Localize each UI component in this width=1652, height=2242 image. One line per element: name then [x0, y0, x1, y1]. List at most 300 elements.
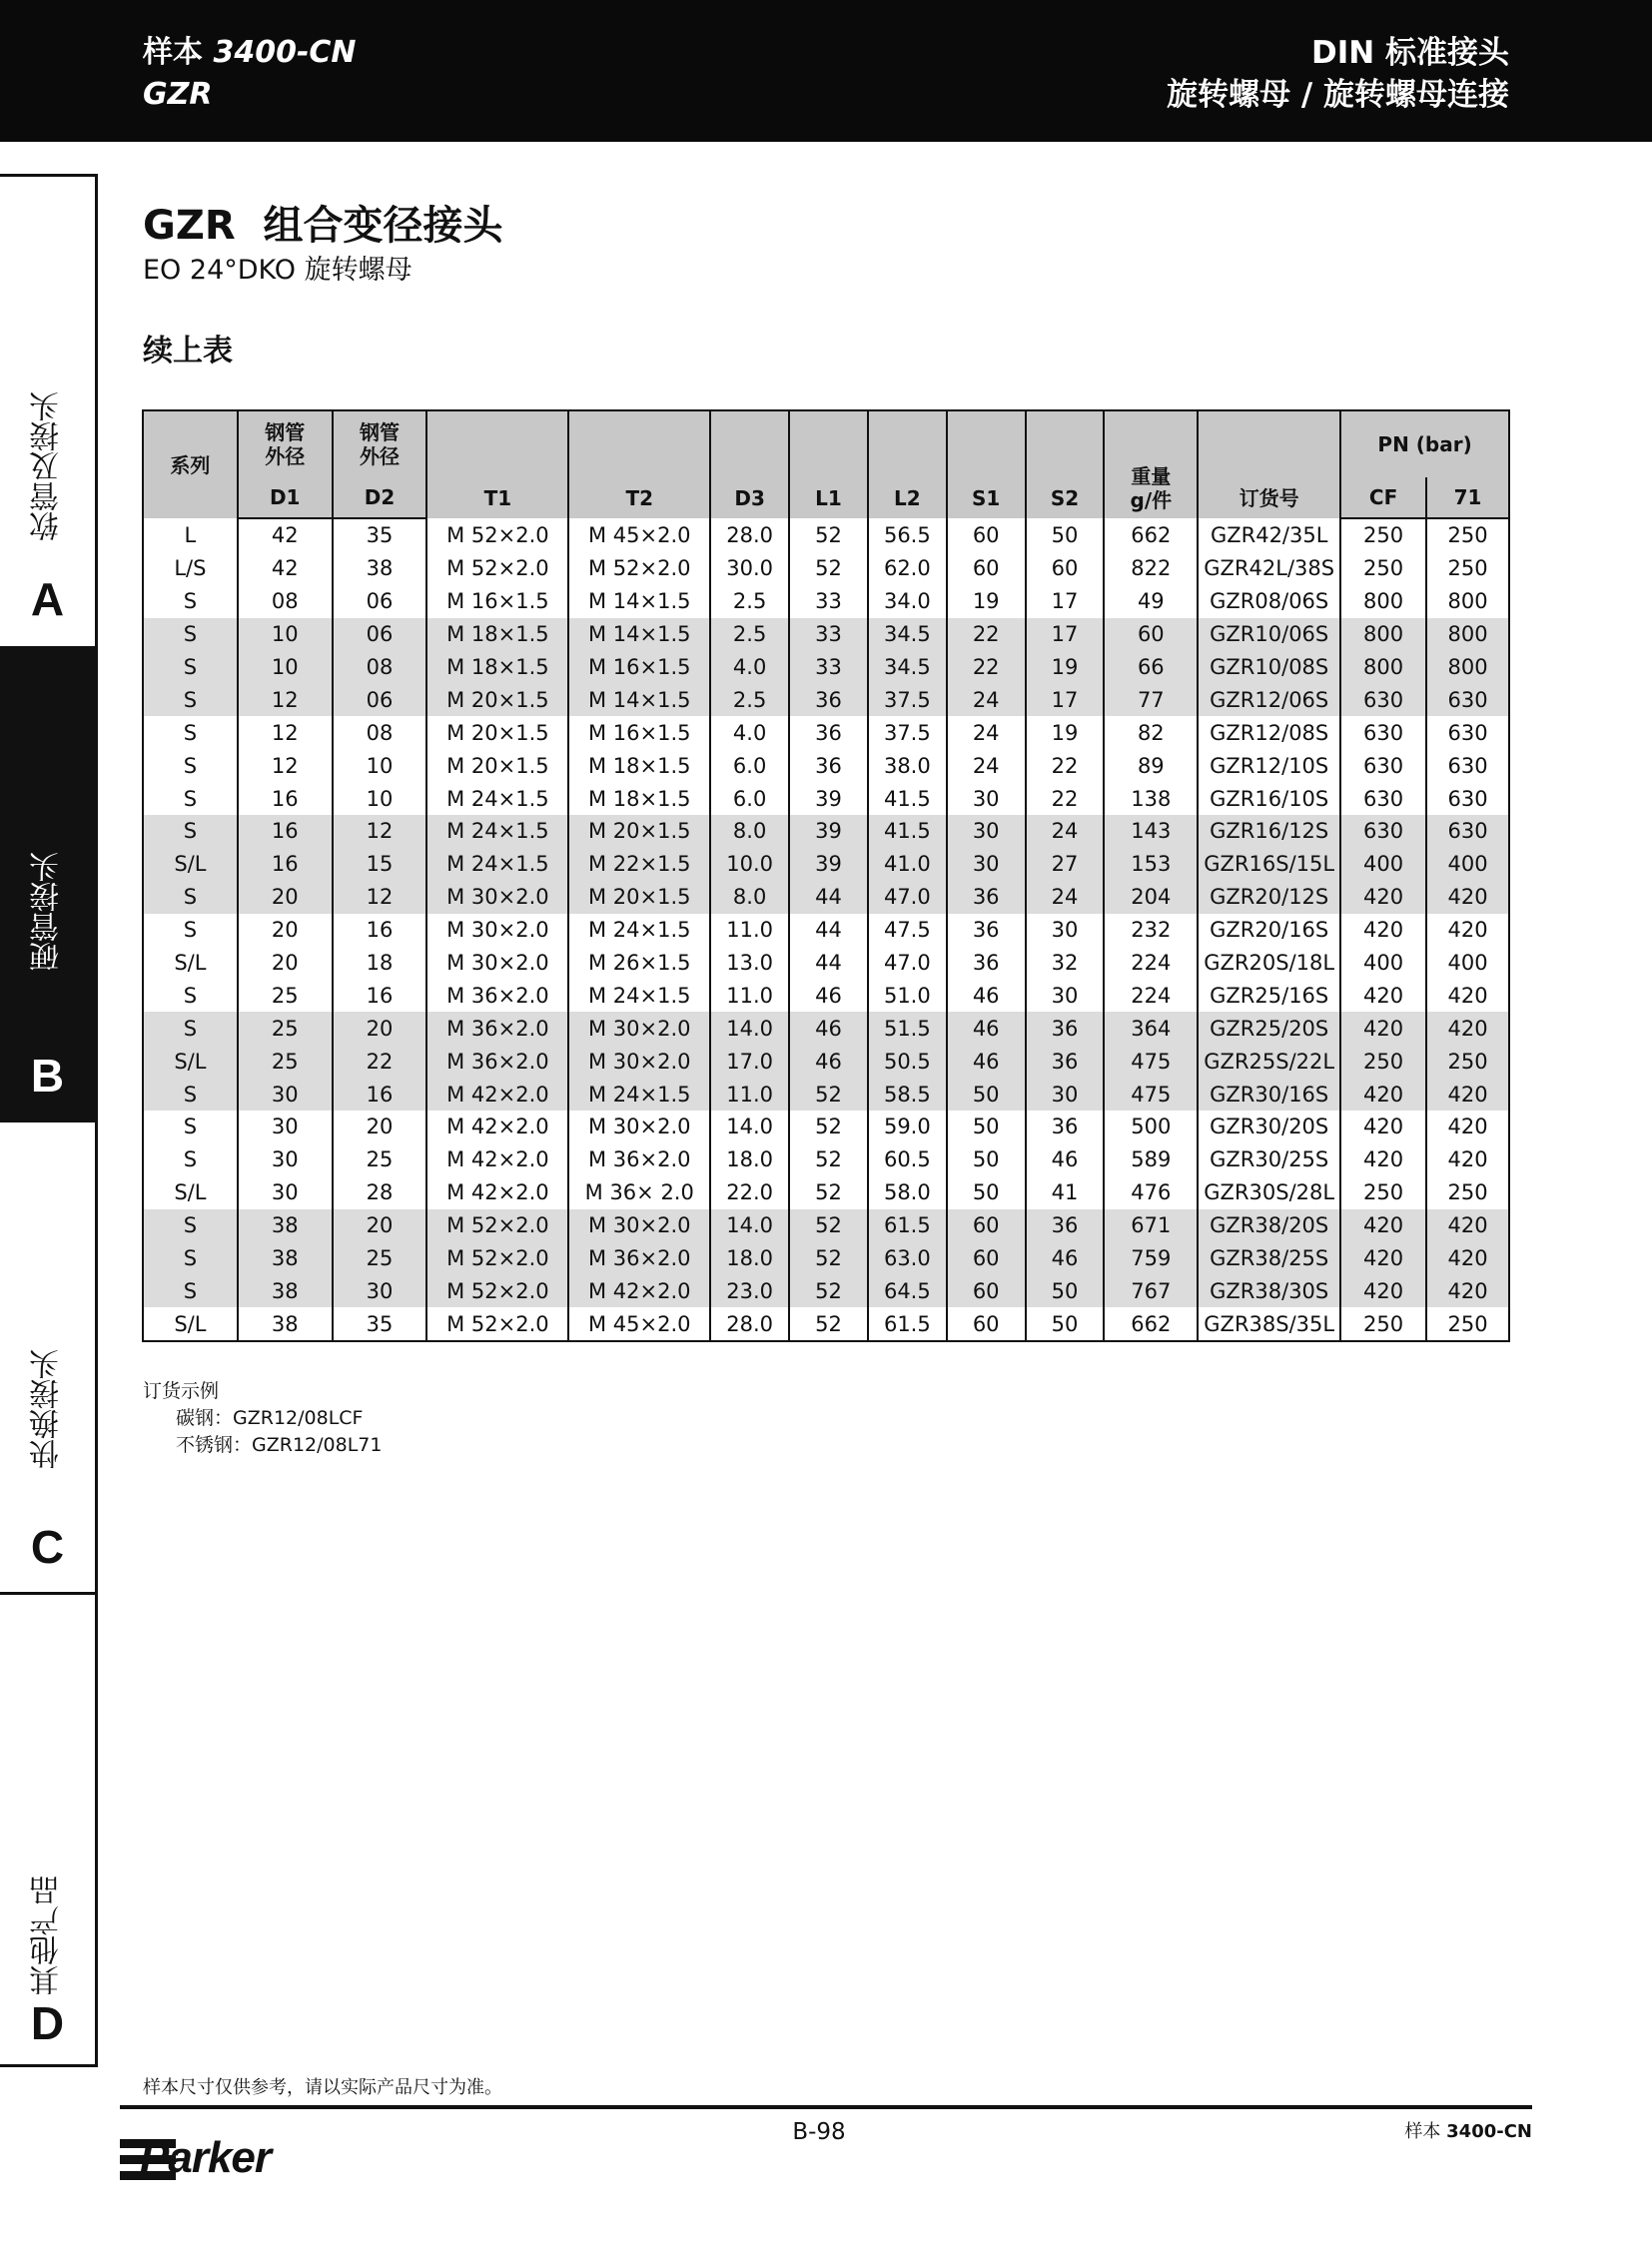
cell-d3: 8.0 — [710, 881, 789, 914]
cell-d3: 14.0 — [710, 1012, 789, 1045]
cell-l1: 36 — [789, 749, 868, 782]
cell-s2: 46 — [1026, 1242, 1105, 1275]
cell-s2: 36 — [1026, 1045, 1105, 1078]
cell-series: S — [143, 749, 238, 782]
cell-order-no: GZR30/16S — [1198, 1078, 1340, 1111]
cell-t2: M 30×2.0 — [568, 1111, 710, 1143]
cell-d1: 30 — [238, 1078, 333, 1111]
table-row — [143, 1012, 1509, 1045]
table-row — [143, 1242, 1509, 1275]
cell-t2: M 42×2.0 — [568, 1274, 710, 1307]
cell-d3: 6.0 — [710, 749, 789, 782]
cell-t1: M 20×1.5 — [426, 749, 568, 782]
cell-pn-cf: 420 — [1340, 1012, 1426, 1045]
cell-series: S — [143, 782, 238, 815]
table-row — [143, 1307, 1509, 1341]
cell-d1: 38 — [238, 1209, 333, 1242]
cell-l1: 36 — [789, 716, 868, 749]
cell-pn-71: 420 — [1426, 1209, 1509, 1242]
tab-quick-couplings[interactable] — [0, 1122, 95, 1595]
cell-d3: 8.0 — [710, 815, 789, 848]
cell-d2: 28 — [333, 1176, 427, 1209]
cell-t1: M 52×2.0 — [426, 552, 568, 585]
cell-t2: M 16×1.5 — [568, 716, 710, 749]
cell-t1: M 30×2.0 — [426, 947, 568, 980]
cell-d1: 20 — [238, 881, 333, 914]
weight-label: 重量 — [1131, 464, 1172, 488]
cell-weight: 143 — [1104, 815, 1198, 848]
cell-s2: 22 — [1026, 749, 1105, 782]
cell-order-no: GZR12/08S — [1198, 716, 1340, 749]
cell-l2: 37.5 — [868, 683, 947, 716]
cell-series: S/L — [143, 1176, 238, 1209]
col-pn-cf: CF — [1340, 477, 1426, 518]
cell-order-no: GZR10/06S — [1198, 618, 1340, 651]
catalog-header — [143, 32, 357, 116]
header-bar — [0, 0, 1652, 142]
cell-t1: M 20×1.5 — [426, 683, 568, 716]
cell-pn-71: 800 — [1426, 585, 1509, 618]
cell-s2: 50 — [1026, 518, 1105, 552]
cell-t1: M 16×1.5 — [426, 585, 568, 618]
cell-order-no: GZR20S/18L — [1198, 947, 1340, 980]
cell-series: S — [143, 881, 238, 914]
cell-d3: 11.0 — [710, 914, 789, 947]
cell-order-no: GZR12/06S — [1198, 683, 1340, 716]
cell-pn-71: 420 — [1426, 1111, 1509, 1143]
table-row — [143, 1209, 1509, 1242]
cell-l2: 34.5 — [868, 651, 947, 684]
cell-l1: 33 — [789, 585, 868, 618]
cell-pn-cf: 400 — [1340, 947, 1426, 980]
cell-series: S/L — [143, 947, 238, 980]
cell-t2: M 30×2.0 — [568, 1012, 710, 1045]
cell-pn-cf: 250 — [1340, 1045, 1426, 1078]
cell-order-no: GZR30/25S — [1198, 1143, 1340, 1176]
cell-l1: 52 — [789, 518, 868, 552]
cell-s1: 60 — [947, 1209, 1026, 1242]
cell-t1: M 52×2.0 — [426, 1242, 568, 1275]
cell-pn-71: 400 — [1426, 947, 1509, 980]
table-row — [143, 848, 1509, 881]
cell-t2: M 36× 2.0 — [568, 1176, 710, 1209]
table-row — [143, 1078, 1509, 1111]
cell-s2: 60 — [1026, 552, 1105, 585]
cell-t2: M 14×1.5 — [568, 683, 710, 716]
cell-l2: 59.0 — [868, 1111, 947, 1143]
cell-l2: 38.0 — [868, 749, 947, 782]
cell-s2: 24 — [1026, 815, 1105, 848]
col-steel-od-2 — [333, 410, 427, 477]
cell-s2: 22 — [1026, 782, 1105, 815]
cell-d3: 11.0 — [710, 979, 789, 1012]
cell-d2: 35 — [333, 1307, 427, 1341]
cell-t1: M 36×2.0 — [426, 1045, 568, 1078]
cell-pn-cf: 630 — [1340, 782, 1426, 815]
cell-series: S — [143, 618, 238, 651]
cell-s2: 17 — [1026, 585, 1105, 618]
cell-d1: 20 — [238, 914, 333, 947]
cell-t2: M 14×1.5 — [568, 585, 710, 618]
cell-t2: M 20×1.5 — [568, 881, 710, 914]
cell-s2: 24 — [1026, 881, 1105, 914]
order-example-stainless: 不锈钢：GZR12/08L71 — [176, 1434, 383, 1456]
cell-d3: 17.0 — [710, 1045, 789, 1078]
col-s2: S2 — [1026, 410, 1105, 518]
cell-d1: 16 — [238, 848, 333, 881]
cell-series: S — [143, 1274, 238, 1307]
cell-d3: 4.0 — [710, 716, 789, 749]
cell-l1: 44 — [789, 881, 868, 914]
tab-label: 软管及接头 — [30, 391, 65, 541]
cell-series: S — [143, 979, 238, 1012]
parker-logo — [120, 2125, 312, 2195]
cell-t1: M 24×1.5 — [426, 815, 568, 848]
cell-d2: 12 — [333, 815, 427, 848]
cell-pn-71: 630 — [1426, 749, 1509, 782]
cell-l2: 34.0 — [868, 585, 947, 618]
cell-l1: 44 — [789, 947, 868, 980]
cell-pn-cf: 420 — [1340, 1111, 1426, 1143]
cell-s2: 50 — [1026, 1307, 1105, 1341]
order-example-carbon: 碳钢：GZR12/08LCF — [176, 1407, 364, 1429]
cell-l2: 58.0 — [868, 1176, 947, 1209]
cell-weight: 89 — [1104, 749, 1198, 782]
cell-pn-71: 630 — [1426, 782, 1509, 815]
cell-s1: 46 — [947, 1045, 1026, 1078]
section-title: DIN 标准接头 — [1310, 35, 1509, 71]
catalog-code: 3400-CN — [213, 35, 357, 70]
cell-pn-71: 420 — [1426, 1242, 1509, 1275]
tab-hoses[interactable] — [0, 177, 95, 649]
cell-d1: 10 — [238, 651, 333, 684]
cell-pn-71: 800 — [1426, 651, 1509, 684]
tab-label: 硬管接头 — [30, 852, 65, 972]
cell-s2: 36 — [1026, 1012, 1105, 1045]
cell-d2: 06 — [333, 618, 427, 651]
cell-d2: 10 — [333, 782, 427, 815]
catalog-line — [143, 32, 357, 74]
cell-pn-cf: 250 — [1340, 552, 1426, 585]
cell-l2: 47.0 — [868, 881, 947, 914]
tab-letter: D — [30, 1997, 65, 2049]
cell-d2: 25 — [333, 1143, 427, 1176]
cell-s1: 46 — [947, 979, 1026, 1012]
table-row — [143, 518, 1509, 552]
cell-pn-71: 630 — [1426, 683, 1509, 716]
cell-series: S — [143, 914, 238, 947]
spec-table-body — [143, 518, 1509, 1341]
cell-order-no: GZR25/16S — [1198, 979, 1340, 1012]
cell-pn-cf: 250 — [1340, 518, 1426, 552]
cell-l1: 46 — [789, 979, 868, 1012]
cell-weight: 671 — [1104, 1209, 1198, 1242]
cell-order-no: GZR16/12S — [1198, 815, 1340, 848]
cell-s2: 46 — [1026, 1143, 1105, 1176]
cell-order-no: GZR10/08S — [1198, 651, 1340, 684]
table-row — [143, 683, 1509, 716]
cell-l2: 64.5 — [868, 1274, 947, 1307]
cell-d3: 4.0 — [710, 651, 789, 684]
cell-pn-71: 250 — [1426, 552, 1509, 585]
cell-l1: 52 — [789, 552, 868, 585]
cell-d1: 38 — [238, 1274, 333, 1307]
cell-l1: 39 — [789, 815, 868, 848]
cell-d2: 12 — [333, 881, 427, 914]
cell-weight: 224 — [1104, 979, 1198, 1012]
table-row — [143, 585, 1509, 618]
cell-l1: 36 — [789, 683, 868, 716]
cell-s2: 30 — [1026, 979, 1105, 1012]
tab-tube-fittings[interactable] — [0, 649, 95, 1122]
section-header — [1167, 32, 1509, 116]
cell-s2: 19 — [1026, 716, 1105, 749]
cell-t1: M 30×2.0 — [426, 914, 568, 947]
cell-d1: 30 — [238, 1176, 333, 1209]
cell-s1: 30 — [947, 815, 1026, 848]
cell-weight: 475 — [1104, 1045, 1198, 1078]
cell-pn-cf: 420 — [1340, 1078, 1426, 1111]
cell-l1: 33 — [789, 651, 868, 684]
footer-catalog-prefix: 样本 — [1404, 2121, 1441, 2142]
header-text: 钢管外径 — [265, 420, 306, 468]
tab-label: 其他产品 — [30, 1875, 65, 1995]
cell-d2: 22 — [333, 1045, 427, 1078]
cell-d1: 38 — [238, 1242, 333, 1275]
cell-t2: M 20×1.5 — [568, 815, 710, 848]
table-row — [143, 979, 1509, 1012]
cell-pn-71: 420 — [1426, 881, 1509, 914]
cell-l1: 52 — [789, 1143, 868, 1176]
cell-order-no: GZR30S/28L — [1198, 1176, 1340, 1209]
cell-l2: 47.5 — [868, 914, 947, 947]
col-l1: L1 — [789, 410, 868, 518]
cell-weight: 364 — [1104, 1012, 1198, 1045]
cell-s2: 30 — [1026, 914, 1105, 947]
cell-d3: 10.0 — [710, 848, 789, 881]
cell-order-no: GZR16S/15L — [1198, 848, 1340, 881]
cell-pn-71: 800 — [1426, 618, 1509, 651]
page-number: B-98 — [792, 2119, 846, 2145]
cell-order-no: GZR12/10S — [1198, 749, 1340, 782]
footer-divider — [120, 2105, 1532, 2109]
cell-t2: M 36×2.0 — [568, 1143, 710, 1176]
cell-series: S — [143, 815, 238, 848]
cell-pn-71: 250 — [1426, 1045, 1509, 1078]
cell-pn-cf: 400 — [1340, 848, 1426, 881]
cell-l1: 52 — [789, 1209, 868, 1242]
tab-letter: B — [30, 1050, 65, 1102]
cell-d1: 20 — [238, 947, 333, 980]
col-series: 系列 — [143, 410, 238, 518]
cell-t1: M 30×2.0 — [426, 881, 568, 914]
cell-l2: 41.5 — [868, 815, 947, 848]
logo-wordmark: Parker — [140, 2133, 272, 2182]
cell-pn-71: 420 — [1426, 1143, 1509, 1176]
cell-s2: 27 — [1026, 848, 1105, 881]
cell-d2: 06 — [333, 585, 427, 618]
col-steel-od-1 — [238, 410, 333, 477]
cell-t1: M 36×2.0 — [426, 979, 568, 1012]
cell-d3: 18.0 — [710, 1242, 789, 1275]
cell-t2: M 22×1.5 — [568, 848, 710, 881]
cell-t2: M 16×1.5 — [568, 651, 710, 684]
cell-t1: M 18×1.5 — [426, 651, 568, 684]
cell-s1: 30 — [947, 782, 1026, 815]
cell-pn-cf: 630 — [1340, 683, 1426, 716]
cell-s1: 24 — [947, 683, 1026, 716]
cell-s2: 19 — [1026, 651, 1105, 684]
cell-d3: 2.5 — [710, 585, 789, 618]
cell-d2: 16 — [333, 1078, 427, 1111]
cell-d3: 14.0 — [710, 1209, 789, 1242]
cell-d1: 30 — [238, 1143, 333, 1176]
cell-s1: 36 — [947, 914, 1026, 947]
cell-l2: 37.5 — [868, 716, 947, 749]
cell-weight: 662 — [1104, 518, 1198, 552]
cell-pn-71: 420 — [1426, 1078, 1509, 1111]
cell-pn-cf: 250 — [1340, 1307, 1426, 1341]
cell-weight: 60 — [1104, 618, 1198, 651]
cell-d2: 16 — [333, 914, 427, 947]
cell-l1: 52 — [789, 1111, 868, 1143]
cell-d3: 22.0 — [710, 1176, 789, 1209]
cell-s1: 36 — [947, 881, 1026, 914]
table-row — [143, 914, 1509, 947]
cell-l1: 52 — [789, 1176, 868, 1209]
cell-weight: 475 — [1104, 1078, 1198, 1111]
cell-series: S — [143, 683, 238, 716]
cell-d3: 28.0 — [710, 1307, 789, 1341]
col-pn-71: 71 — [1426, 477, 1509, 518]
cell-series: S — [143, 1078, 238, 1111]
cell-pn-cf: 420 — [1340, 914, 1426, 947]
col-t1: T1 — [426, 410, 568, 518]
cell-weight: 662 — [1104, 1307, 1198, 1341]
table-row — [143, 782, 1509, 815]
cell-l1: 52 — [789, 1274, 868, 1307]
cell-t2: M 30×2.0 — [568, 1209, 710, 1242]
cell-series: S — [143, 651, 238, 684]
cell-pn-71: 400 — [1426, 848, 1509, 881]
table-row — [143, 1045, 1509, 1078]
cell-d3: 2.5 — [710, 618, 789, 651]
cell-l2: 60.5 — [868, 1143, 947, 1176]
cell-weight: 232 — [1104, 914, 1198, 947]
cell-series: S/L — [143, 1045, 238, 1078]
cell-d1: 12 — [238, 749, 333, 782]
col-d1: D1 — [238, 477, 333, 518]
cell-pn-71: 250 — [1426, 1176, 1509, 1209]
cell-series: S — [143, 1209, 238, 1242]
cell-series: L/S — [143, 552, 238, 585]
cell-d1: 10 — [238, 618, 333, 651]
cell-t1: M 42×2.0 — [426, 1078, 568, 1111]
table-row — [143, 749, 1509, 782]
cell-s2: 41 — [1026, 1176, 1105, 1209]
table-row — [143, 1111, 1509, 1143]
cell-d1: 16 — [238, 782, 333, 815]
cell-order-no: GZR42L/38S — [1198, 552, 1340, 585]
cell-s2: 50 — [1026, 1274, 1105, 1307]
table-row — [143, 1274, 1509, 1307]
cell-d1: 12 — [238, 683, 333, 716]
cell-d3: 13.0 — [710, 947, 789, 980]
cell-d2: 30 — [333, 1274, 427, 1307]
cell-weight: 66 — [1104, 651, 1198, 684]
cell-l1: 39 — [789, 848, 868, 881]
cell-d3: 14.0 — [710, 1111, 789, 1143]
col-l2: L2 — [868, 410, 947, 518]
table-row — [143, 947, 1509, 980]
col-d2: D2 — [333, 477, 427, 518]
cell-weight: 138 — [1104, 782, 1198, 815]
col-t2: T2 — [568, 410, 710, 518]
footer-catalog — [1404, 2117, 1532, 2143]
cell-weight: 204 — [1104, 881, 1198, 914]
cell-order-no: GZR42/35L — [1198, 518, 1340, 552]
cell-d1: 08 — [238, 585, 333, 618]
cell-t1: M 18×1.5 — [426, 618, 568, 651]
cell-pn-cf: 630 — [1340, 716, 1426, 749]
cell-d2: 38 — [333, 552, 427, 585]
cell-d1: 12 — [238, 716, 333, 749]
cell-d2: 06 — [333, 683, 427, 716]
cell-pn-cf: 420 — [1340, 979, 1426, 1012]
cell-weight: 82 — [1104, 716, 1198, 749]
cell-s2: 17 — [1026, 683, 1105, 716]
cell-l2: 51.0 — [868, 979, 947, 1012]
cell-weight: 153 — [1104, 848, 1198, 881]
cell-l1: 52 — [789, 1078, 868, 1111]
cell-t2: M 24×1.5 — [568, 914, 710, 947]
cell-t2: M 14×1.5 — [568, 618, 710, 651]
cell-order-no: GZR30/20S — [1198, 1111, 1340, 1143]
cell-s1: 50 — [947, 1078, 1026, 1111]
col-weight — [1104, 410, 1198, 518]
table-row — [143, 1176, 1509, 1209]
cell-pn-cf: 800 — [1340, 651, 1426, 684]
cell-weight: 500 — [1104, 1111, 1198, 1143]
cell-t1: M 24×1.5 — [426, 848, 568, 881]
tab-letter: C — [30, 1521, 65, 1573]
tab-label: 快换接头 — [30, 1349, 65, 1469]
cell-order-no: GZR20/16S — [1198, 914, 1340, 947]
cell-l2: 50.5 — [868, 1045, 947, 1078]
cell-l1: 52 — [789, 1307, 868, 1341]
cell-d2: 08 — [333, 716, 427, 749]
cell-l2: 51.5 — [868, 1012, 947, 1045]
tab-other-products[interactable] — [0, 1595, 95, 2064]
cell-order-no: GZR25S/22L — [1198, 1045, 1340, 1078]
cell-l1: 52 — [789, 1242, 868, 1275]
cell-l1: 39 — [789, 782, 868, 815]
cell-pn-71: 420 — [1426, 1274, 1509, 1307]
cell-t2: M 52×2.0 — [568, 552, 710, 585]
cell-weight: 49 — [1104, 585, 1198, 618]
cell-order-no: GZR20/12S — [1198, 881, 1340, 914]
cell-d2: 25 — [333, 1242, 427, 1275]
cell-s1: 22 — [947, 651, 1026, 684]
cell-t1: M 52×2.0 — [426, 1274, 568, 1307]
cell-l2: 63.0 — [868, 1242, 947, 1275]
table-row — [143, 651, 1509, 684]
cell-t1: M 20×1.5 — [426, 716, 568, 749]
cell-d3: 23.0 — [710, 1274, 789, 1307]
cell-weight: 224 — [1104, 947, 1198, 980]
cell-t1: M 36×2.0 — [426, 1012, 568, 1045]
cell-t1: M 42×2.0 — [426, 1111, 568, 1143]
